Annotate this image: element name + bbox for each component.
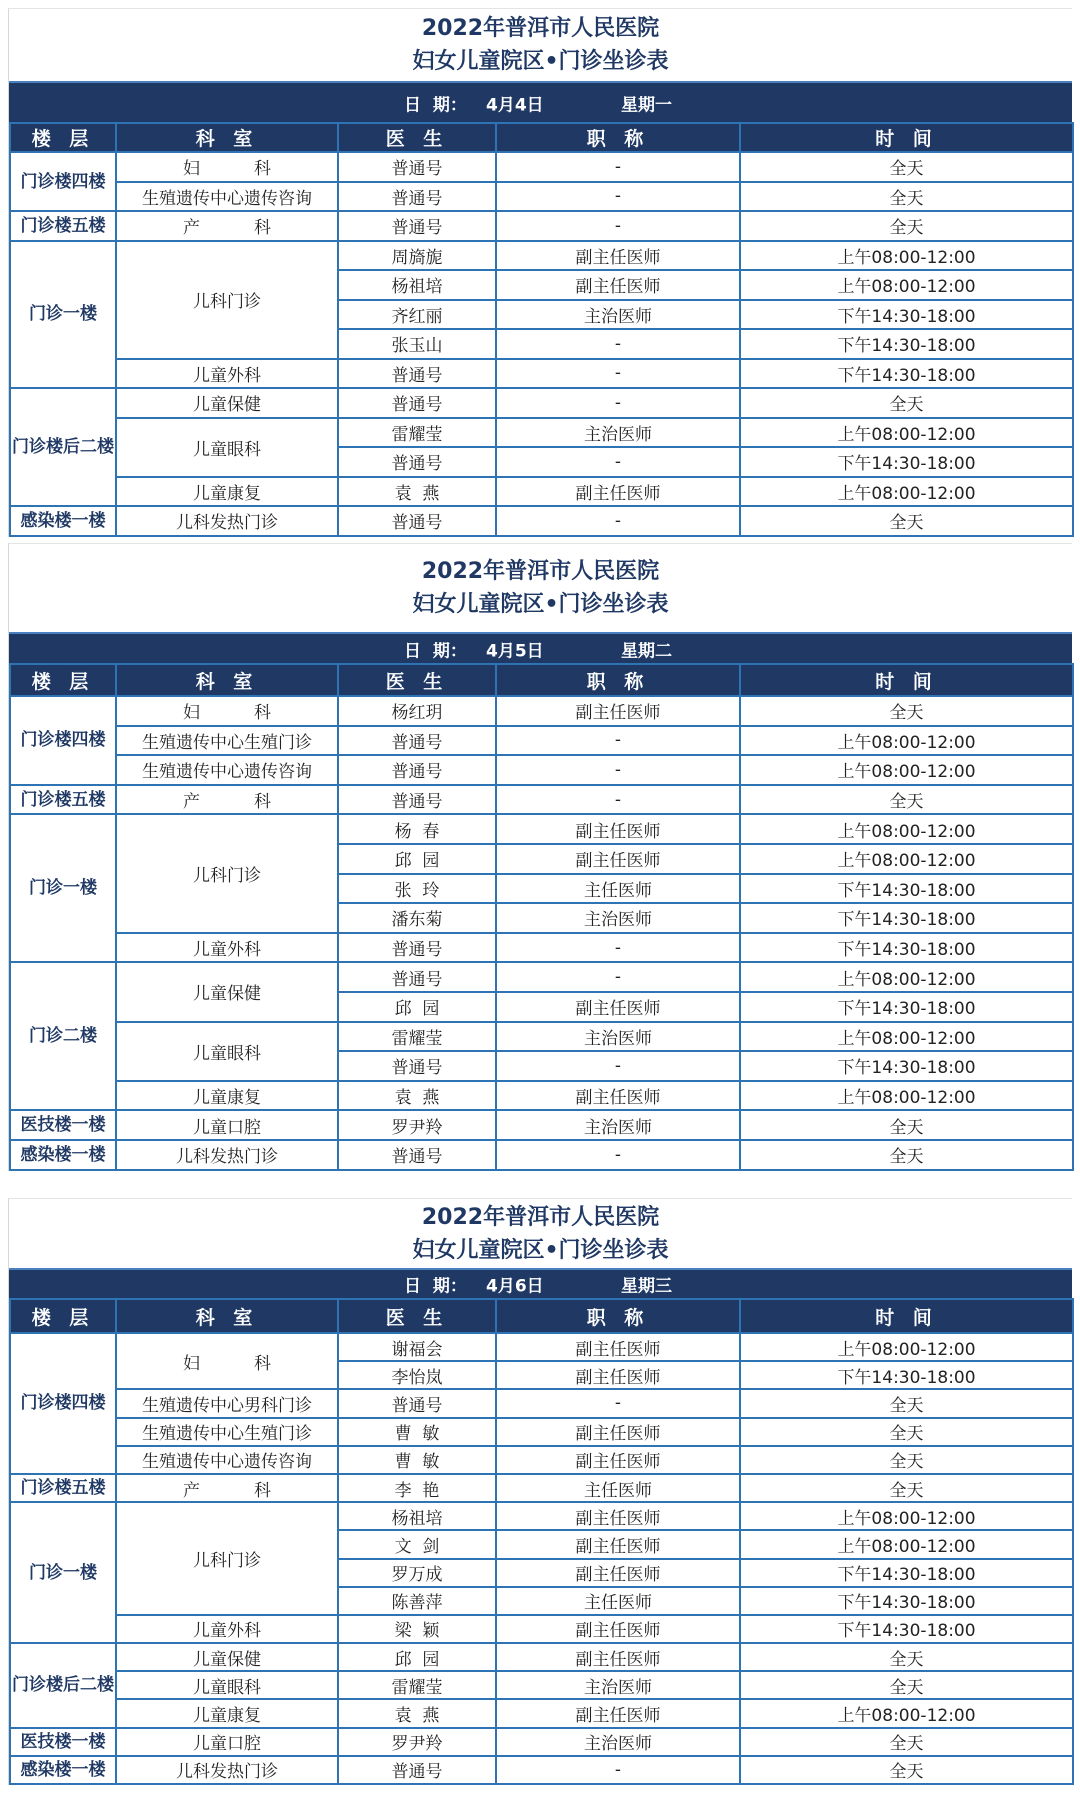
title-cell: 副主任医师 xyxy=(496,1502,740,1530)
doctor-cell: 杨红玥 xyxy=(338,696,496,726)
doctor-cell: 陈善萍 xyxy=(338,1587,496,1615)
doctor-cell: 曹 敏 xyxy=(338,1446,496,1474)
time-cell: 全天 xyxy=(740,1140,1073,1170)
time-cell: 上午08:00-12:00 xyxy=(740,844,1073,874)
doctor-cell: 邱 园 xyxy=(338,844,496,874)
department-cell: 妇 科 xyxy=(116,152,338,182)
doctor-cell: 雷耀莹 xyxy=(338,1671,496,1699)
date-band xyxy=(9,632,1072,663)
table-row xyxy=(10,418,1073,448)
title-cell: - xyxy=(496,755,740,785)
table-row xyxy=(10,1502,1073,1530)
department-cell: 儿童保健 xyxy=(116,962,338,1021)
department-cell: 儿童外科 xyxy=(116,933,338,963)
title-cell: - xyxy=(496,962,740,992)
title-cell: - xyxy=(496,506,740,536)
title-line-1: 2022年普洱市人民医院 xyxy=(421,16,660,41)
title-line-2: 妇女儿童院区•门诊坐诊表 xyxy=(412,592,669,617)
table-row xyxy=(10,755,1073,785)
time-cell: 全天 xyxy=(740,182,1073,212)
doctor-cell: 普通号 xyxy=(338,962,496,992)
title-cell: 副主任医师 xyxy=(496,1615,740,1643)
title-line-2: 妇女儿童院区•门诊坐诊表 xyxy=(412,49,669,74)
header-title: 职 称 xyxy=(496,664,740,696)
title-cell: - xyxy=(496,388,740,418)
date-band xyxy=(9,81,1072,122)
schedule-table xyxy=(9,1298,1074,1785)
department-cell: 生殖遗传中心遗传咨询 xyxy=(116,755,338,785)
doctor-cell: 张 玲 xyxy=(338,874,496,904)
title-cell: 副主任医师 xyxy=(496,844,740,874)
date-label: 日 期： xyxy=(404,95,467,115)
title-line-1: 2022年普洱市人民医院 xyxy=(421,1204,660,1230)
time-cell: 全天 xyxy=(740,1418,1073,1446)
floor-cell: 感染楼一楼 xyxy=(10,1140,116,1170)
doctor-cell: 杨 春 xyxy=(338,814,496,844)
doctor-cell: 杨祖培 xyxy=(338,1502,496,1530)
title-cell: 主治医师 xyxy=(496,1110,740,1140)
time-cell: 全天 xyxy=(740,696,1073,726)
department-cell: 儿童眼科 xyxy=(116,418,338,477)
time-cell: 上午08:00-12:00 xyxy=(740,814,1073,844)
table-row xyxy=(10,962,1073,992)
department-cell: 儿童口腔 xyxy=(116,1728,338,1756)
title-cell: - xyxy=(496,933,740,963)
doctor-cell: 普通号 xyxy=(338,1051,496,1081)
floor-cell: 感染楼一楼 xyxy=(10,506,116,536)
doctor-cell: 普通号 xyxy=(338,755,496,785)
floor-cell: 医技楼一楼 xyxy=(10,1728,116,1756)
table-row xyxy=(10,1389,1073,1417)
title-cell: 副主任医师 xyxy=(496,814,740,844)
title-cell: 副主任医师 xyxy=(496,1699,740,1727)
time-cell: 全天 xyxy=(740,1474,1073,1502)
floor-cell: 门诊楼四楼 xyxy=(10,1333,116,1474)
title-cell: - xyxy=(496,1051,740,1081)
title-cell: 副主任医师 xyxy=(496,1559,740,1587)
table-row xyxy=(10,388,1073,418)
time-cell: 全天 xyxy=(740,211,1073,241)
header-title: 职 称 xyxy=(496,123,740,152)
header-time: 时 间 xyxy=(740,664,1073,696)
doctor-cell: 普通号 xyxy=(338,211,496,241)
title-line-2: 妇女儿童院区•门诊坐诊表 xyxy=(412,1237,669,1263)
doctor-cell: 齐红丽 xyxy=(338,300,496,330)
header-doctor: 医 生 xyxy=(338,1299,496,1333)
doctor-cell: 普通号 xyxy=(338,1389,496,1417)
department-cell: 儿童康复 xyxy=(116,477,338,507)
floor-cell: 门诊楼四楼 xyxy=(10,152,116,211)
weekday: 星期一 xyxy=(621,95,672,115)
doctor-cell: 普通号 xyxy=(338,182,496,212)
title-cell: 副主任医师 xyxy=(496,241,740,271)
doctor-cell: 普通号 xyxy=(338,1756,496,1784)
time-cell: 上午08:00-12:00 xyxy=(740,1699,1073,1727)
schedule-title xyxy=(9,1199,1072,1268)
department-cell: 儿童康复 xyxy=(116,1699,338,1727)
title-cell: 副主任医师 xyxy=(496,1530,740,1558)
time-cell: 上午08:00-12:00 xyxy=(740,241,1073,271)
header-row xyxy=(10,1299,1073,1333)
time-cell: 上午08:00-12:00 xyxy=(740,1022,1073,1052)
time-cell: 下午14:30-18:00 xyxy=(740,1361,1073,1389)
department-cell: 儿科发热门诊 xyxy=(116,1756,338,1784)
time-cell: 下午14:30-18:00 xyxy=(740,300,1073,330)
title-cell: 主治医师 xyxy=(496,903,740,933)
date-value: 4月4日 xyxy=(486,95,544,115)
header-row xyxy=(10,664,1073,696)
doctor-cell: 普通号 xyxy=(338,506,496,536)
title-cell: 副主任医师 xyxy=(496,992,740,1022)
time-cell: 下午14:30-18:00 xyxy=(740,903,1073,933)
table-row xyxy=(10,1418,1073,1446)
time-cell: 下午14:30-18:00 xyxy=(740,1587,1073,1615)
time-cell: 全天 xyxy=(740,1643,1073,1671)
schedule-title xyxy=(9,544,1072,632)
header-floor: 楼 层 xyxy=(10,664,116,696)
department-cell: 儿童外科 xyxy=(116,1615,338,1643)
weekday: 星期三 xyxy=(621,1276,672,1297)
table-row xyxy=(10,1022,1073,1052)
title-cell: - xyxy=(496,152,740,182)
time-cell: 上午08:00-12:00 xyxy=(740,418,1073,448)
department-cell: 妇 科 xyxy=(116,1333,338,1389)
table-row xyxy=(10,1728,1073,1756)
floor-cell: 门诊楼五楼 xyxy=(10,1474,116,1502)
time-cell: 全天 xyxy=(740,152,1073,182)
floor-cell: 门诊一楼 xyxy=(10,1502,116,1643)
time-cell: 上午08:00-12:00 xyxy=(740,477,1073,507)
time-cell: 全天 xyxy=(740,785,1073,815)
floor-cell: 门诊二楼 xyxy=(10,962,116,1110)
table-row xyxy=(10,359,1073,389)
doctor-cell: 罗尹羚 xyxy=(338,1728,496,1756)
time-cell: 上午08:00-12:00 xyxy=(740,1502,1073,1530)
title-cell: 副主任医师 xyxy=(496,1446,740,1474)
time-cell: 全天 xyxy=(740,1671,1073,1699)
time-cell: 全天 xyxy=(740,1389,1073,1417)
header-title: 职 称 xyxy=(496,1299,740,1333)
schedule-title xyxy=(9,9,1072,81)
header-department: 科 室 xyxy=(116,664,338,696)
table-row xyxy=(10,1110,1073,1140)
table-row xyxy=(10,1474,1073,1502)
doctor-cell: 普通号 xyxy=(338,785,496,815)
table-row xyxy=(10,1671,1073,1699)
header-time: 时 间 xyxy=(740,1299,1073,1333)
doctor-cell: 普通号 xyxy=(338,152,496,182)
department-cell: 儿科发热门诊 xyxy=(116,506,338,536)
floor-cell: 门诊楼五楼 xyxy=(10,211,116,241)
floor-cell: 门诊楼后二楼 xyxy=(10,1643,116,1728)
department-cell: 儿科门诊 xyxy=(116,1502,338,1615)
time-cell: 全天 xyxy=(740,1756,1073,1784)
department-cell: 儿童外科 xyxy=(116,359,338,389)
table-row xyxy=(10,785,1073,815)
table-row xyxy=(10,814,1073,844)
table-row xyxy=(10,506,1073,536)
table-row xyxy=(10,696,1073,726)
table-row xyxy=(10,726,1073,756)
doctor-cell: 曹 敏 xyxy=(338,1418,496,1446)
time-cell: 下午14:30-18:00 xyxy=(740,1615,1073,1643)
floor-cell: 感染楼一楼 xyxy=(10,1756,116,1784)
date-value: 4月6日 xyxy=(486,1276,544,1297)
time-cell: 全天 xyxy=(740,1446,1073,1474)
doctor-cell: 邱 园 xyxy=(338,992,496,1022)
department-cell: 儿科门诊 xyxy=(116,814,338,932)
schedule-card-apr5 xyxy=(8,543,1072,1171)
header-department: 科 室 xyxy=(116,123,338,152)
schedule-table xyxy=(9,663,1074,1171)
department-cell: 儿童康复 xyxy=(116,1081,338,1111)
title-cell: 主治医师 xyxy=(496,300,740,330)
time-cell: 全天 xyxy=(740,1110,1073,1140)
title-cell: 主任医师 xyxy=(496,874,740,904)
floor-cell: 门诊楼四楼 xyxy=(10,696,116,785)
header-row xyxy=(10,123,1073,152)
doctor-cell: 普通号 xyxy=(338,447,496,477)
title-cell: - xyxy=(496,726,740,756)
title-cell: 主任医师 xyxy=(496,1474,740,1502)
floor-cell: 门诊楼五楼 xyxy=(10,785,116,815)
title-cell: 主治医师 xyxy=(496,418,740,448)
header-floor: 楼 层 xyxy=(10,123,116,152)
title-line-1: 2022年普洱市人民医院 xyxy=(421,559,660,584)
date-band xyxy=(9,1268,1072,1298)
doctor-cell: 袁 燕 xyxy=(338,477,496,507)
department-cell: 生殖遗传中心生殖门诊 xyxy=(116,1418,338,1446)
table-row xyxy=(10,1643,1073,1671)
title-cell: 主治医师 xyxy=(496,1728,740,1756)
department-cell: 儿童眼科 xyxy=(116,1022,338,1081)
doctor-cell: 李 艳 xyxy=(338,1474,496,1502)
table-row xyxy=(10,1756,1073,1784)
header-department: 科 室 xyxy=(116,1299,338,1333)
doctor-cell: 普通号 xyxy=(338,359,496,389)
table-row xyxy=(10,211,1073,241)
table-row xyxy=(10,477,1073,507)
time-cell: 下午14:30-18:00 xyxy=(740,1559,1073,1587)
title-cell: - xyxy=(496,447,740,477)
title-cell: - xyxy=(496,329,740,359)
table-row xyxy=(10,152,1073,182)
floor-cell: 门诊一楼 xyxy=(10,241,116,389)
department-cell: 妇 科 xyxy=(116,696,338,726)
table-row xyxy=(10,1615,1073,1643)
schedule-card-apr4 xyxy=(8,8,1072,537)
floor-cell: 门诊一楼 xyxy=(10,814,116,962)
doctor-cell: 普通号 xyxy=(338,388,496,418)
table-row xyxy=(10,1140,1073,1170)
time-cell: 上午08:00-12:00 xyxy=(740,726,1073,756)
department-cell: 生殖遗传中心遗传咨询 xyxy=(116,182,338,212)
table-row xyxy=(10,1081,1073,1111)
doctor-cell: 潘东菊 xyxy=(338,903,496,933)
title-cell: 副主任医师 xyxy=(496,696,740,726)
doctor-cell: 李怡岚 xyxy=(338,1361,496,1389)
doctor-cell: 邱 园 xyxy=(338,1643,496,1671)
time-cell: 全天 xyxy=(740,388,1073,418)
title-cell: 主治医师 xyxy=(496,1671,740,1699)
doctor-cell: 梁 颖 xyxy=(338,1615,496,1643)
title-cell: 副主任医师 xyxy=(496,1643,740,1671)
time-cell: 下午14:30-18:00 xyxy=(740,359,1073,389)
doctor-cell: 文 剑 xyxy=(338,1530,496,1558)
header-time: 时 间 xyxy=(740,123,1073,152)
title-cell: - xyxy=(496,211,740,241)
title-cell: 副主任医师 xyxy=(496,1361,740,1389)
doctor-cell: 雷耀莹 xyxy=(338,418,496,448)
doctor-cell: 袁 燕 xyxy=(338,1081,496,1111)
department-cell: 儿童口腔 xyxy=(116,1110,338,1140)
table-row xyxy=(10,241,1073,271)
department-cell: 儿科门诊 xyxy=(116,241,338,359)
date-value: 4月5日 xyxy=(486,641,544,661)
title-cell: - xyxy=(496,1140,740,1170)
department-cell: 生殖遗传中心生殖门诊 xyxy=(116,726,338,756)
date-label: 日 期： xyxy=(404,641,467,661)
time-cell: 下午14:30-18:00 xyxy=(740,329,1073,359)
title-cell: 副主任医师 xyxy=(496,1081,740,1111)
header-doctor: 医 生 xyxy=(338,664,496,696)
department-cell: 生殖遗传中心遗传咨询 xyxy=(116,1446,338,1474)
title-cell: - xyxy=(496,359,740,389)
department-cell: 产 科 xyxy=(116,785,338,815)
time-cell: 上午08:00-12:00 xyxy=(740,1081,1073,1111)
department-cell: 生殖遗传中心男科门诊 xyxy=(116,1389,338,1417)
table-row xyxy=(10,1446,1073,1474)
doctor-cell: 普通号 xyxy=(338,1140,496,1170)
time-cell: 上午08:00-12:00 xyxy=(740,962,1073,992)
doctor-cell: 罗万成 xyxy=(338,1559,496,1587)
table-row xyxy=(10,1699,1073,1727)
table-row xyxy=(10,182,1073,212)
header-doctor: 医 生 xyxy=(338,123,496,152)
time-cell: 下午14:30-18:00 xyxy=(740,1051,1073,1081)
title-cell: 副主任医师 xyxy=(496,1333,740,1361)
doctor-cell: 雷耀莹 xyxy=(338,1022,496,1052)
time-cell: 下午14:30-18:00 xyxy=(740,874,1073,904)
table-row xyxy=(10,1333,1073,1361)
title-cell: 副主任医师 xyxy=(496,477,740,507)
time-cell: 上午08:00-12:00 xyxy=(740,1530,1073,1558)
header-floor: 楼 层 xyxy=(10,1299,116,1333)
title-cell: - xyxy=(496,785,740,815)
department-cell: 儿童保健 xyxy=(116,388,338,418)
time-cell: 全天 xyxy=(740,506,1073,536)
floor-cell: 门诊楼后二楼 xyxy=(10,388,116,506)
doctor-cell: 普通号 xyxy=(338,726,496,756)
doctor-cell: 普通号 xyxy=(338,933,496,963)
title-cell: 主任医师 xyxy=(496,1587,740,1615)
schedule-table xyxy=(9,122,1074,537)
department-cell: 产 科 xyxy=(116,1474,338,1502)
doctor-cell: 杨祖培 xyxy=(338,270,496,300)
table-row xyxy=(10,933,1073,963)
title-cell: 副主任医师 xyxy=(496,270,740,300)
title-cell: - xyxy=(496,1389,740,1417)
time-cell: 上午08:00-12:00 xyxy=(740,1333,1073,1361)
title-cell: 副主任医师 xyxy=(496,1418,740,1446)
doctor-cell: 罗尹羚 xyxy=(338,1110,496,1140)
floor-cell: 医技楼一楼 xyxy=(10,1110,116,1140)
time-cell: 全天 xyxy=(740,1728,1073,1756)
time-cell: 上午08:00-12:00 xyxy=(740,755,1073,785)
doctor-cell: 谢福会 xyxy=(338,1333,496,1361)
weekday: 星期二 xyxy=(621,641,672,661)
doctor-cell: 袁 燕 xyxy=(338,1699,496,1727)
time-cell: 下午14:30-18:00 xyxy=(740,447,1073,477)
title-cell: 主治医师 xyxy=(496,1022,740,1052)
time-cell: 下午14:30-18:00 xyxy=(740,933,1073,963)
title-cell: - xyxy=(496,182,740,212)
department-cell: 儿科发热门诊 xyxy=(116,1140,338,1170)
time-cell: 上午08:00-12:00 xyxy=(740,270,1073,300)
title-cell: - xyxy=(496,1756,740,1784)
schedule-card-apr6 xyxy=(8,1198,1072,1785)
time-cell: 下午14:30-18:00 xyxy=(740,992,1073,1022)
doctor-cell: 张玉山 xyxy=(338,329,496,359)
department-cell: 产 科 xyxy=(116,211,338,241)
department-cell: 儿童眼科 xyxy=(116,1671,338,1699)
date-label: 日 期： xyxy=(404,1276,467,1297)
department-cell: 儿童保健 xyxy=(116,1643,338,1671)
doctor-cell: 周旖旎 xyxy=(338,241,496,271)
